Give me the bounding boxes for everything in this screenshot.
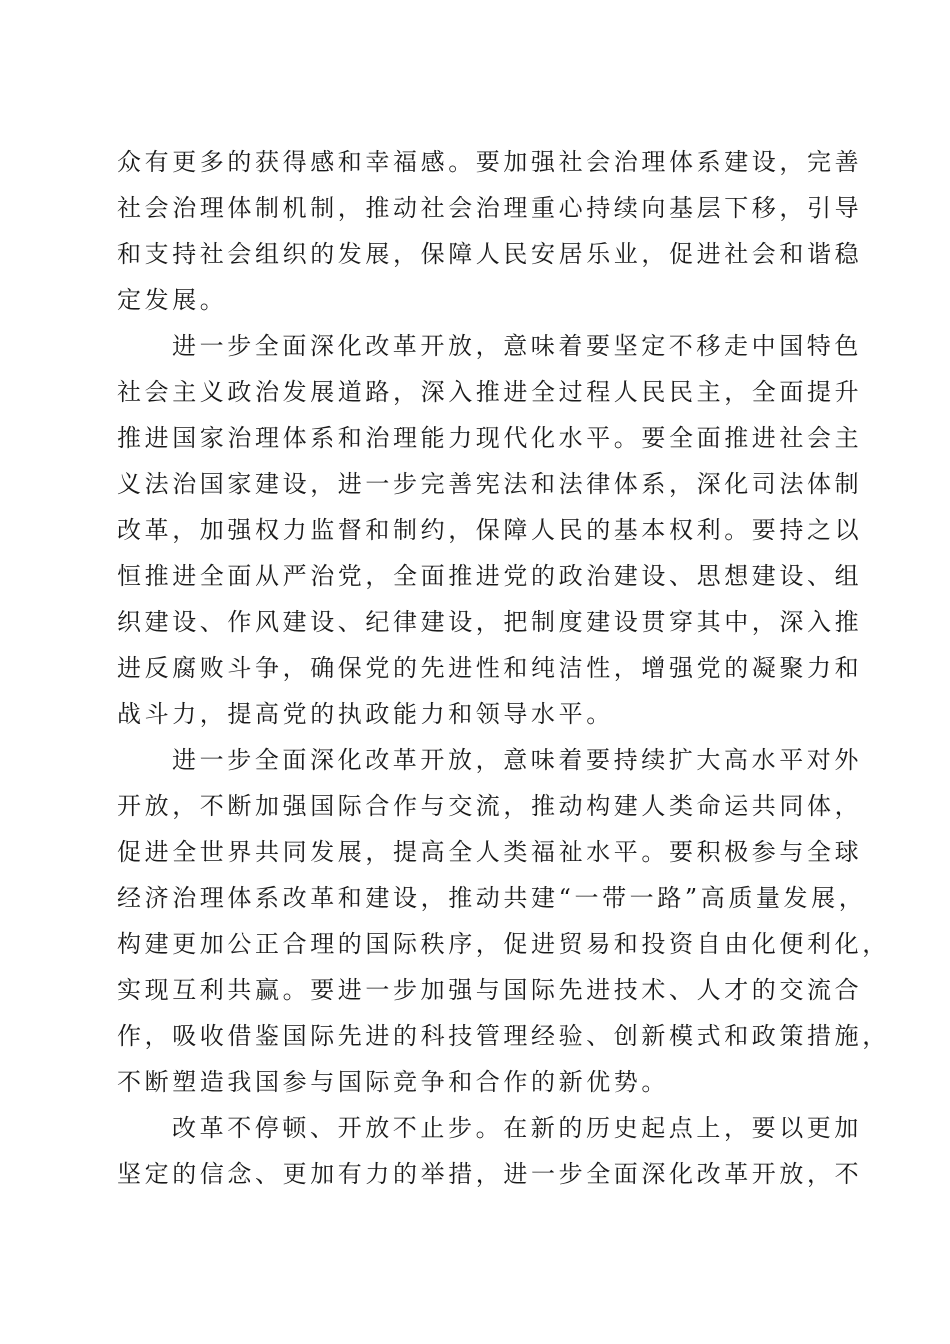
text-line: 坚定的信念、更加有力的举措，进一步全面深化改革开放，不 xyxy=(117,1160,863,1188)
text-line: 实现互利共赢。要进一步加强与国际先进技术、人才的交流合 xyxy=(117,976,863,1004)
text-line: 恒推进全面从严治党，全面推进党的政治建设、思想建设、组 xyxy=(117,562,863,590)
text-line: 不断塑造我国参与国际竞争和合作的新优势。 xyxy=(117,1068,669,1096)
text-line: 作，吸收借鉴国际先进的科技管理经验、创新模式和政策措施， xyxy=(117,1022,890,1050)
text-line: 推进国家治理体系和治理能力现代化水平。要全面推进社会主 xyxy=(117,424,863,452)
paragraph-first-line: 进一步全面深化改革开放，意味着要坚定不移走中国特色 xyxy=(172,332,862,360)
text-line: 社会治理体制机制，推动社会治理重心持续向基层下移，引导 xyxy=(117,194,863,222)
paragraph-first-line: 改革不停顿、开放不止步。在新的历史起点上，要以更加 xyxy=(172,1114,862,1142)
text-line: 构建更加公正合理的国际秩序，促进贸易和投资自由化便利化， xyxy=(117,930,890,958)
paragraph-first-line: 进一步全面深化改革开放，意味着要持续扩大高水平对外 xyxy=(172,746,862,774)
text-line: 经济治理体系改革和建设，推动共建“一带一路”高质量发展， xyxy=(117,884,867,912)
text-line: 改革，加强权力监督和制约，保障人民的基本权利。要持之以 xyxy=(117,516,863,544)
text-line: 战斗力，提高党的执政能力和领导水平。 xyxy=(117,700,614,728)
text-line: 和支持社会组织的发展，保障人民安居乐业，促进社会和谐稳 xyxy=(117,240,863,268)
text-line: 社会主义政治发展道路，深入推进全过程人民民主，全面提升 xyxy=(117,378,863,406)
text-line: 开放，不断加强国际合作与交流，推动构建人类命运共同体， xyxy=(117,792,863,820)
text-line: 进反腐败斗争，确保党的先进性和纯洁性，增强党的凝聚力和 xyxy=(117,654,863,682)
text-line: 定发展。 xyxy=(117,286,228,314)
text-line: 义法治国家建设，进一步完善宪法和法律体系，深化司法体制 xyxy=(117,470,863,498)
text-line: 促进全世界共同发展，提高全人类福祉水平。要积极参与全球 xyxy=(117,838,863,866)
text-line: 织建设、作风建设、纪律建设，把制度建设贯穿其中，深入推 xyxy=(117,608,863,636)
text-line: 众有更多的获得感和幸福感。要加强社会治理体系建设，完善 xyxy=(117,148,863,176)
body-text xyxy=(117,139,890,1197)
